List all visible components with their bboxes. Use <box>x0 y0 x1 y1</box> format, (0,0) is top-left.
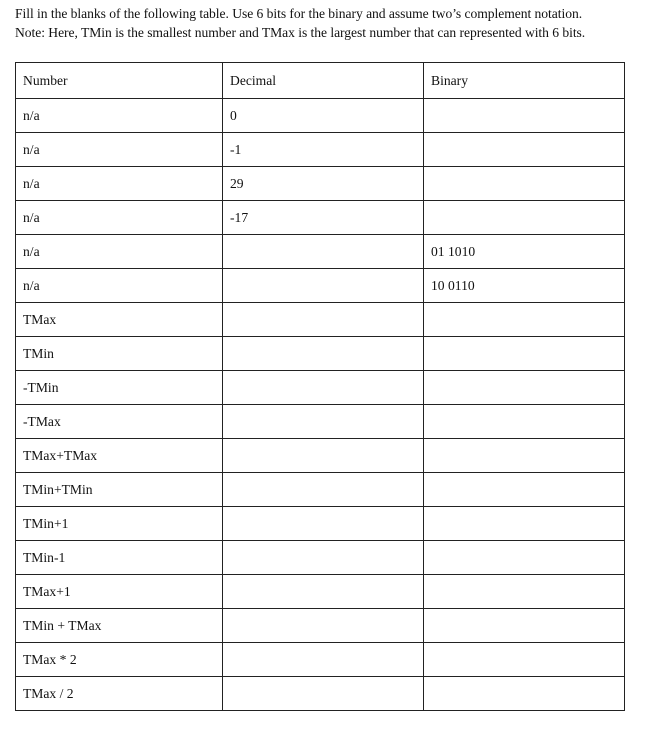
table-row <box>16 405 625 439</box>
binary-cell[interactable] <box>424 337 625 371</box>
binary-cell[interactable] <box>424 303 625 337</box>
decimal-cell[interactable] <box>223 643 424 677</box>
table-row <box>16 167 625 201</box>
table-body <box>16 99 625 711</box>
number-cell: TMax+TMax <box>16 439 223 473</box>
decimal-cell[interactable] <box>223 541 424 575</box>
decimal-cell[interactable]: -17 <box>223 201 424 235</box>
decimal-cell[interactable] <box>223 269 424 303</box>
binary-cell[interactable] <box>424 439 625 473</box>
decimal-cell[interactable] <box>223 337 424 371</box>
table-row <box>16 677 625 711</box>
number-cell: -TMin <box>16 371 223 405</box>
binary-cell[interactable] <box>424 575 625 609</box>
table-row <box>16 371 625 405</box>
table-row <box>16 303 625 337</box>
binary-cell[interactable]: 10 0110 <box>424 269 625 303</box>
decimal-cell[interactable] <box>223 473 424 507</box>
binary-cell[interactable] <box>424 371 625 405</box>
decimal-cell[interactable] <box>223 609 424 643</box>
number-cell: TMin <box>16 337 223 371</box>
table-row <box>16 473 625 507</box>
decimal-cell[interactable]: 29 <box>223 167 424 201</box>
header-number: Number <box>16 63 223 99</box>
binary-cell[interactable] <box>424 473 625 507</box>
table-row <box>16 575 625 609</box>
number-cell: TMax / 2 <box>16 677 223 711</box>
decimal-cell[interactable] <box>223 507 424 541</box>
table-row <box>16 337 625 371</box>
decimal-cell[interactable] <box>223 439 424 473</box>
header-binary: Binary <box>424 63 625 99</box>
binary-cell[interactable] <box>424 643 625 677</box>
number-cell: n/a <box>16 133 223 167</box>
table-header-row <box>16 63 625 99</box>
table-row <box>16 201 625 235</box>
decimal-cell[interactable]: 0 <box>223 99 424 133</box>
binary-cell[interactable] <box>424 167 625 201</box>
binary-cell[interactable] <box>424 201 625 235</box>
instructions <box>15 4 645 42</box>
table-row <box>16 609 625 643</box>
number-cell: TMax <box>16 303 223 337</box>
decimal-cell[interactable] <box>223 405 424 439</box>
decimal-cell[interactable]: -1 <box>223 133 424 167</box>
number-cell: n/a <box>16 269 223 303</box>
decimal-cell[interactable] <box>223 303 424 337</box>
binary-cell[interactable] <box>424 677 625 711</box>
binary-cell[interactable] <box>424 405 625 439</box>
fill-in-table <box>15 62 625 711</box>
binary-cell[interactable]: 01 1010 <box>424 235 625 269</box>
decimal-cell[interactable] <box>223 235 424 269</box>
table-row <box>16 439 625 473</box>
number-cell: TMin+1 <box>16 507 223 541</box>
decimal-cell[interactable] <box>223 575 424 609</box>
binary-cell[interactable] <box>424 99 625 133</box>
number-cell: TMin+TMin <box>16 473 223 507</box>
decimal-cell[interactable] <box>223 371 424 405</box>
binary-cell[interactable] <box>424 133 625 167</box>
binary-cell[interactable] <box>424 609 625 643</box>
number-cell: n/a <box>16 201 223 235</box>
table-row <box>16 133 625 167</box>
table-row <box>16 643 625 677</box>
header-decimal: Decimal <box>223 63 424 99</box>
table-row <box>16 235 625 269</box>
number-cell: -TMax <box>16 405 223 439</box>
table-row <box>16 99 625 133</box>
number-cell: TMin + TMax <box>16 609 223 643</box>
binary-cell[interactable] <box>424 507 625 541</box>
number-cell: n/a <box>16 235 223 269</box>
instruction-line-2: Note: Here, TMin is the smallest number and TMax is the largest number that can represented with 6 bits. <box>15 25 586 40</box>
table-row <box>16 269 625 303</box>
decimal-cell[interactable] <box>223 677 424 711</box>
number-cell: n/a <box>16 99 223 133</box>
number-cell: TMax * 2 <box>16 643 223 677</box>
instruction-line-1: Fill in the blanks of the following table. Use 6 bits for the binary and assume two’s complement notation. <box>15 6 583 21</box>
number-cell: n/a <box>16 167 223 201</box>
binary-cell[interactable] <box>424 541 625 575</box>
number-cell: TMin-1 <box>16 541 223 575</box>
table-row <box>16 541 625 575</box>
table-row <box>16 507 625 541</box>
number-cell: TMax+1 <box>16 575 223 609</box>
